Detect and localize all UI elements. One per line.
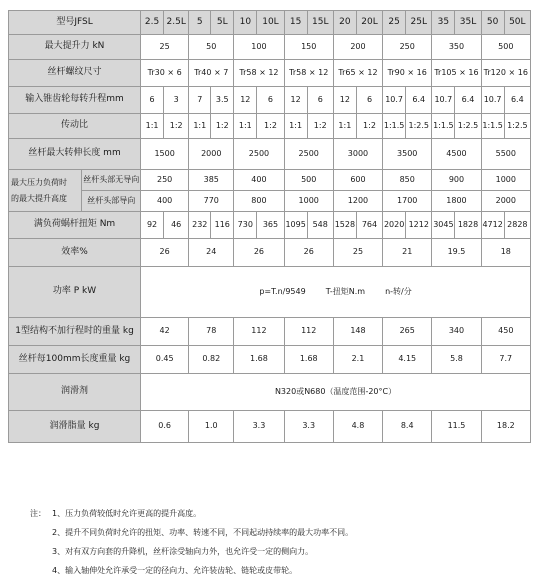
screw-value: Tr65 × 12 bbox=[333, 60, 382, 87]
ratio-value: 1:2.5 bbox=[504, 114, 530, 139]
torque-value: 4712 bbox=[481, 212, 504, 239]
note-item bbox=[30, 561, 540, 580]
no-guide-value: 400 bbox=[234, 170, 284, 191]
max-lift-height-label-line2: 的最大提升高度 bbox=[11, 193, 67, 203]
extension-value: 2500 bbox=[284, 139, 333, 170]
note-text: 1、压力负荷较低时允许更高的提升高度。 bbox=[52, 509, 202, 518]
model-header-cell: 50 bbox=[481, 11, 504, 35]
guided-label: 丝杆头部导向 bbox=[82, 191, 141, 212]
grease-value: 4.8 bbox=[333, 411, 382, 443]
guided-value: 1800 bbox=[432, 191, 481, 212]
power-formula-2: T-扭矩N.m bbox=[325, 286, 366, 296]
travel-label: 输入锥齿轮每转升程mm bbox=[9, 87, 141, 114]
screw-weight-value: 1.68 bbox=[284, 346, 333, 374]
torque-value: 92 bbox=[141, 212, 164, 239]
screw-weight-value: 7.7 bbox=[481, 346, 530, 374]
travel-value: 6 bbox=[141, 87, 164, 114]
power-label: 功率 P kW bbox=[9, 267, 141, 318]
travel-value: 12 bbox=[333, 87, 356, 114]
torque-value: 1212 bbox=[406, 212, 432, 239]
ratio-value: 1:2 bbox=[257, 114, 284, 139]
guided-value: 400 bbox=[141, 191, 189, 212]
screw-weight-value: 4.15 bbox=[383, 346, 432, 374]
model-header-cell: 25L bbox=[406, 11, 432, 35]
ratio-value: 1:1 bbox=[234, 114, 257, 139]
ratio-value: 1:2 bbox=[211, 114, 234, 139]
model-header-cell: 5 bbox=[189, 11, 211, 35]
screw-weight-row bbox=[9, 346, 531, 374]
model-header-cell: 5L bbox=[211, 11, 234, 35]
grease-value: 8.4 bbox=[383, 411, 432, 443]
no-guide-value: 500 bbox=[284, 170, 333, 191]
model-header-cell: 35 bbox=[432, 11, 455, 35]
ratio-value: 1:2 bbox=[164, 114, 189, 139]
extension-value: 3500 bbox=[383, 139, 432, 170]
note-item bbox=[30, 542, 540, 561]
lubricant-label: 润滑剂 bbox=[9, 374, 141, 411]
torque-label: 满负荷蜗杆扭矩 Nm bbox=[9, 212, 141, 239]
screw-label: 丝杆螺纹尺寸 bbox=[9, 60, 141, 87]
weight-value: 42 bbox=[141, 318, 189, 346]
travel-value: 6 bbox=[356, 87, 382, 114]
extension-value: 5500 bbox=[481, 139, 530, 170]
model-header-cell: 10 bbox=[234, 11, 257, 35]
ratio-value: 1:2 bbox=[356, 114, 382, 139]
lift-value: 50 bbox=[189, 35, 234, 60]
screw-value: Tr58 × 12 bbox=[234, 60, 284, 87]
model-header-cell: 25 bbox=[383, 11, 406, 35]
grease-label: 润滑脂量 kg bbox=[9, 411, 141, 443]
torque-value: 2020 bbox=[383, 212, 406, 239]
weight-value: 450 bbox=[481, 318, 530, 346]
efficiency-value: 19.5 bbox=[432, 239, 481, 267]
travel-value: 3 bbox=[164, 87, 189, 114]
travel-value: 6.4 bbox=[406, 87, 432, 114]
grease-value: 3.3 bbox=[284, 411, 333, 443]
extension-row bbox=[9, 139, 531, 170]
header-row bbox=[9, 11, 531, 35]
grease-value: 18.2 bbox=[481, 411, 530, 443]
efficiency-row bbox=[9, 239, 531, 267]
power-row bbox=[9, 267, 531, 318]
guided-value: 800 bbox=[234, 191, 284, 212]
travel-value: 12 bbox=[234, 87, 257, 114]
torque-value: 3045 bbox=[432, 212, 455, 239]
lift-value: 150 bbox=[284, 35, 333, 60]
travel-value: 6 bbox=[307, 87, 333, 114]
model-header-cell: 20L bbox=[356, 11, 382, 35]
efficiency-value: 18 bbox=[481, 239, 530, 267]
torque-value: 764 bbox=[356, 212, 382, 239]
travel-value: 10.7 bbox=[481, 87, 504, 114]
note-text: 3、对有双方向套的升降机，丝杆涂受轴向力外，也允许受一定的侧向力。 bbox=[52, 547, 314, 556]
torque-value: 365 bbox=[257, 212, 284, 239]
efficiency-value: 26 bbox=[141, 239, 189, 267]
power-formula-3: n-转/分 bbox=[385, 286, 412, 296]
model-header-cell: 20 bbox=[333, 11, 356, 35]
guided-value: 1200 bbox=[333, 191, 382, 212]
lift-value: 350 bbox=[432, 35, 481, 60]
grease-row bbox=[9, 411, 531, 443]
weight-row bbox=[9, 318, 531, 346]
weight-value: 112 bbox=[234, 318, 284, 346]
power-formula-1: p=T.n/9549 bbox=[259, 286, 306, 296]
ratio-value: 1:2.5 bbox=[455, 114, 481, 139]
model-header-cell: 35L bbox=[455, 11, 481, 35]
efficiency-value: 26 bbox=[234, 239, 284, 267]
extension-value: 1500 bbox=[141, 139, 189, 170]
ratio-value: 1:2 bbox=[307, 114, 333, 139]
ratio-value: 1:1 bbox=[141, 114, 164, 139]
torque-value: 1095 bbox=[284, 212, 307, 239]
travel-value: 3.5 bbox=[211, 87, 234, 114]
efficiency-label: 效率% bbox=[9, 239, 141, 267]
screw-row bbox=[9, 60, 531, 87]
extension-value: 4500 bbox=[432, 139, 481, 170]
lift-height-guided-row bbox=[9, 191, 531, 212]
no-guide-value: 600 bbox=[333, 170, 382, 191]
travel-value: 7 bbox=[189, 87, 211, 114]
screw-value: Tr30 × 6 bbox=[141, 60, 189, 87]
torque-value: 548 bbox=[307, 212, 333, 239]
screw-weight-value: 2.1 bbox=[333, 346, 382, 374]
no-guide-value: 850 bbox=[383, 170, 432, 191]
efficiency-value: 21 bbox=[383, 239, 432, 267]
lift-value: 200 bbox=[333, 35, 382, 60]
ratio-value: 1:1 bbox=[284, 114, 307, 139]
weight-value: 340 bbox=[432, 318, 481, 346]
travel-value: 6 bbox=[257, 87, 284, 114]
max-lift-height-label-line1: 最大压力负荷时 bbox=[11, 177, 67, 187]
no-guide-value: 385 bbox=[189, 170, 234, 191]
torque-value: 2828 bbox=[504, 212, 530, 239]
guided-value: 770 bbox=[189, 191, 234, 212]
max-lift-height-label bbox=[9, 170, 82, 212]
lubricant-row bbox=[9, 374, 531, 411]
torque-value: 1528 bbox=[333, 212, 356, 239]
lift-value: 25 bbox=[141, 35, 189, 60]
guided-value: 1700 bbox=[383, 191, 432, 212]
lift-row bbox=[9, 35, 531, 60]
lift-height-no-guide-row bbox=[9, 170, 531, 191]
ratio-label: 传动比 bbox=[9, 114, 141, 139]
note-item bbox=[30, 523, 540, 542]
efficiency-value: 26 bbox=[284, 239, 333, 267]
weight-value: 112 bbox=[284, 318, 333, 346]
guided-value: 1000 bbox=[284, 191, 333, 212]
no-guide-label: 丝杆头部无导向 bbox=[82, 170, 141, 191]
torque-value: 730 bbox=[234, 212, 257, 239]
grease-value: 3.3 bbox=[234, 411, 284, 443]
torque-row bbox=[9, 212, 531, 239]
extension-value: 2500 bbox=[234, 139, 284, 170]
torque-value: 46 bbox=[164, 212, 189, 239]
screw-weight-value: 5.8 bbox=[432, 346, 481, 374]
travel-value: 6.4 bbox=[504, 87, 530, 114]
ratio-row bbox=[9, 114, 531, 139]
ratio-value: 1:1 bbox=[189, 114, 211, 139]
efficiency-value: 25 bbox=[333, 239, 382, 267]
weight-value: 148 bbox=[333, 318, 382, 346]
model-header-cell: 15L bbox=[307, 11, 333, 35]
efficiency-value: 24 bbox=[189, 239, 234, 267]
travel-value: 10.7 bbox=[432, 87, 455, 114]
screw-value: Tr40 × 7 bbox=[189, 60, 234, 87]
travel-value: 12 bbox=[284, 87, 307, 114]
grease-value: 1.0 bbox=[189, 411, 234, 443]
extension-value: 3000 bbox=[333, 139, 382, 170]
no-guide-value: 250 bbox=[141, 170, 189, 191]
model-header-cell: 15 bbox=[284, 11, 307, 35]
no-guide-value: 900 bbox=[432, 170, 481, 191]
screw-weight-value: 1.68 bbox=[234, 346, 284, 374]
travel-value: 6.4 bbox=[455, 87, 481, 114]
guided-value: 2000 bbox=[481, 191, 530, 212]
screw-value: Tr120 × 16 bbox=[481, 60, 530, 87]
note-text: 2、提升不同负荷时允许的扭矩、功率、转速不同，不同起动持续率的最大功率不同。 bbox=[52, 528, 354, 537]
screw-value: Tr105 × 16 bbox=[432, 60, 481, 87]
screw-value: Tr58 × 12 bbox=[284, 60, 333, 87]
lift-value: 250 bbox=[383, 35, 432, 60]
torque-value: 1828 bbox=[455, 212, 481, 239]
notes-list bbox=[30, 504, 540, 580]
grease-value: 11.5 bbox=[432, 411, 481, 443]
model-header-cell: 2.5 bbox=[141, 11, 164, 35]
note-text: 4、输入轴伸处允许承受一定的径向力、允许装齿轮、链轮或皮带轮。 bbox=[52, 566, 298, 575]
ratio-value: 1:1 bbox=[333, 114, 356, 139]
grease-value: 0.6 bbox=[141, 411, 189, 443]
lift-value: 500 bbox=[481, 35, 530, 60]
model-header-cell: 10L bbox=[257, 11, 284, 35]
ratio-value: 1:1.5 bbox=[383, 114, 406, 139]
spec-table bbox=[8, 10, 531, 443]
lift-value: 100 bbox=[234, 35, 284, 60]
extension-label: 丝杆最大转伸长度 mm bbox=[9, 139, 141, 170]
lubricant-value: N320或N680（温度范围-20°C） bbox=[141, 374, 531, 411]
notes-prefix: 注： bbox=[30, 509, 46, 518]
lift-label: 最大提升力 kN bbox=[9, 35, 141, 60]
screw-weight-value: 0.45 bbox=[141, 346, 189, 374]
model-header-cell: 2.5L bbox=[164, 11, 189, 35]
note-item bbox=[30, 504, 540, 523]
weight-label: 1型结构不加行程时的重量 kg bbox=[9, 318, 141, 346]
no-guide-value: 1000 bbox=[481, 170, 530, 191]
extension-value: 2000 bbox=[189, 139, 234, 170]
power-formula bbox=[141, 267, 531, 318]
screw-value: Tr90 × 16 bbox=[383, 60, 432, 87]
torque-value: 116 bbox=[211, 212, 234, 239]
weight-value: 265 bbox=[383, 318, 432, 346]
weight-value: 78 bbox=[189, 318, 234, 346]
model-header-label: 型号JFSL bbox=[9, 11, 141, 35]
screw-weight-label: 丝杆每100mm长度重量 kg bbox=[9, 346, 141, 374]
ratio-value: 1:1.5 bbox=[481, 114, 504, 139]
torque-value: 232 bbox=[189, 212, 211, 239]
screw-weight-value: 0.82 bbox=[189, 346, 234, 374]
travel-row bbox=[9, 87, 531, 114]
ratio-value: 1:1.5 bbox=[432, 114, 455, 139]
travel-value: 10.7 bbox=[383, 87, 406, 114]
ratio-value: 1:2.5 bbox=[406, 114, 432, 139]
model-header-cell: 50L bbox=[504, 11, 530, 35]
